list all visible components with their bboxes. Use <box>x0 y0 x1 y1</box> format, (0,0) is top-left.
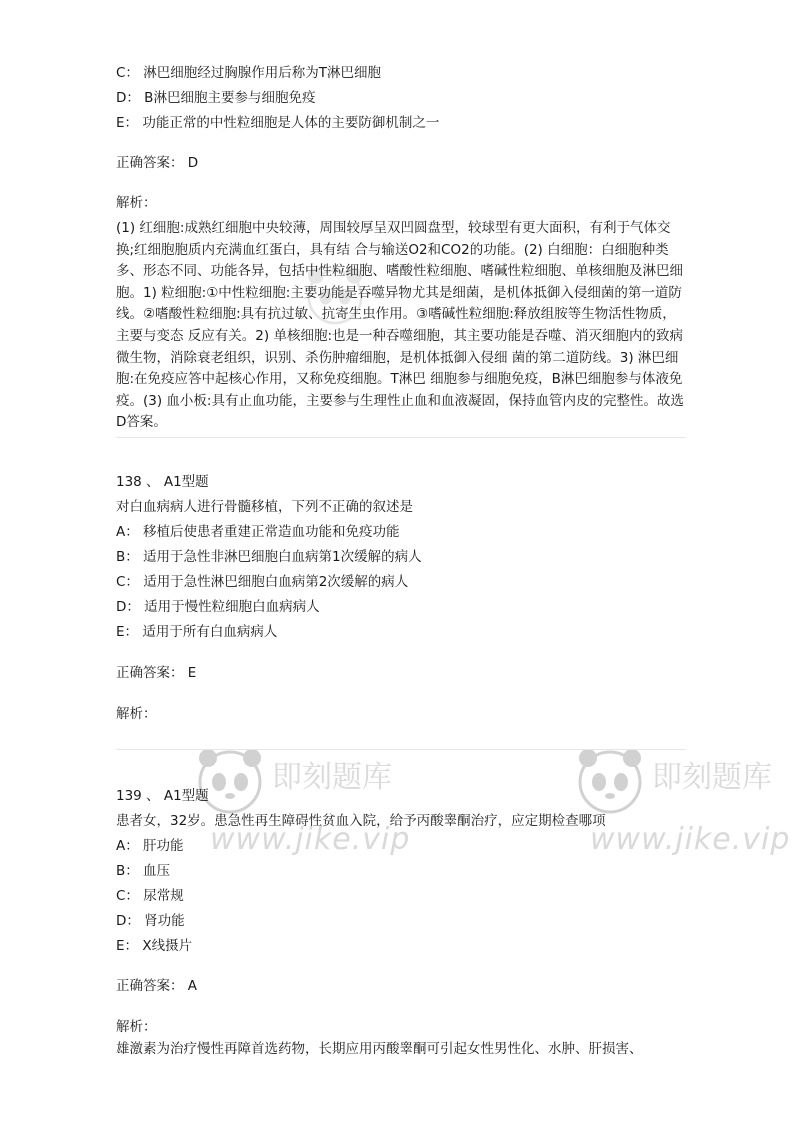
watermark-url: www.jike.vip <box>590 822 791 857</box>
q139-option-d: D： 肾功能 <box>116 913 185 929</box>
q138-stem: 对白血病病人进行骨髓移植，下列不正确的叙述是 <box>116 499 413 515</box>
q137-analysis-label: 解析： <box>116 195 157 211</box>
q139-option-a: A： 肝功能 <box>116 838 184 854</box>
q137-analysis-text: (1) 红细胞:成熟红细胞中央较薄，周围较厚呈双凹圆盘型，较球型有更大面积，有利于气体交换;红细胞胞质内充满血红蛋白，具有结 合与输送O2和CO2的功能。(2) 白细胞：白细胞种类多、形态不同、功能各异，包括中性粒细胞、嗜酸性粒细胞、嗜碱性粒细胞、单核细胞及淋巴细胞。1) 粒细胞:①中性粒细胞:主要功能是吞噬异物尤其是细菌，是机体抵御入侵细菌的第一道防线。②嗜酸性粒细胞:具有抗过敏、抗寄生虫作用。③嗜碱性粒细胞:释放组胺等生物活性物质，主要与变态 反应有关。2) 单核细胞:也是一种吞噬细胞，其主要功能是吞噬、消灭细胞内的致病微生物，消除衰老组织，识别、杀伤肿瘤细胞，是机体抵御入侵细 菌的第二道防线。3) 淋巴细胞:在免疫应答中起核心作用，又称免疫细胞。T淋巴 细胞参与细胞免疫，B淋巴细胞参与体液免疫。(3) 血小板:具有止血功能，主要参与生理性止血和血液凝固，保持血管内皮的完整性。故选D答案。 <box>116 220 684 431</box>
divider <box>116 437 686 438</box>
panda-logo-icon <box>570 740 650 820</box>
q139-analysis-text: 雄激素为治疗慢性再障首选药物，长期应用丙酸睾酮可引起女性男性化、水肿、肝损害、 <box>116 1041 643 1057</box>
q138-option-d: D： 适用于慢性粒细胞白血病病人 <box>116 599 320 615</box>
panda-logo-icon <box>190 740 270 820</box>
q138-option-b: B： 适用于急性非淋巴细胞白血病第1次缓解的病人 <box>116 549 422 565</box>
q139-option-b: B： 血压 <box>116 863 171 879</box>
q139-stem: 患者女，32岁。患急性再生障碍性贫血入院，给予丙酸睾酮治疗，应定期检查哪项 <box>116 813 606 829</box>
watermark-left <box>190 730 430 880</box>
q138-analysis-label: 解析： <box>116 706 157 722</box>
q137-option-d: D： B淋巴细胞主要参与细胞免疫 <box>116 90 316 106</box>
divider <box>116 749 686 750</box>
watermark-brand: 即刻题库 <box>652 760 772 795</box>
q139-option-e: E： X线摄片 <box>116 938 193 954</box>
q139-header: 139 、 A1型题 <box>116 788 209 804</box>
q138-header: 138 、 A1型题 <box>116 474 209 490</box>
q138-answer: 正确答案： E <box>116 665 197 681</box>
watermark-right <box>570 730 800 880</box>
q137-option-e: E： 功能正常的中性粒细胞是人体的主要防御机制之一 <box>116 115 440 131</box>
q139-analysis-label: 解析： <box>116 1019 157 1035</box>
q139-answer: 正确答案： A <box>116 978 198 994</box>
q138-option-c: C： 适用于急性淋巴细胞白血病第2次缓解的病人 <box>116 574 409 590</box>
watermark-url: www.jike.vip <box>210 822 411 857</box>
watermark-brand: 即刻题库 <box>272 760 392 795</box>
q138-option-e: E： 适用于所有白血病病人 <box>116 624 278 640</box>
q137-answer: 正确答案： D <box>116 155 199 171</box>
q139-option-c: C： 尿常规 <box>116 888 184 904</box>
q138-option-a: A： 移植后使患者重建正常造血功能和免疫功能 <box>116 524 400 540</box>
q137-option-c: C： 淋巴细胞经过胸腺作用后称为T淋巴细胞 <box>116 65 381 81</box>
